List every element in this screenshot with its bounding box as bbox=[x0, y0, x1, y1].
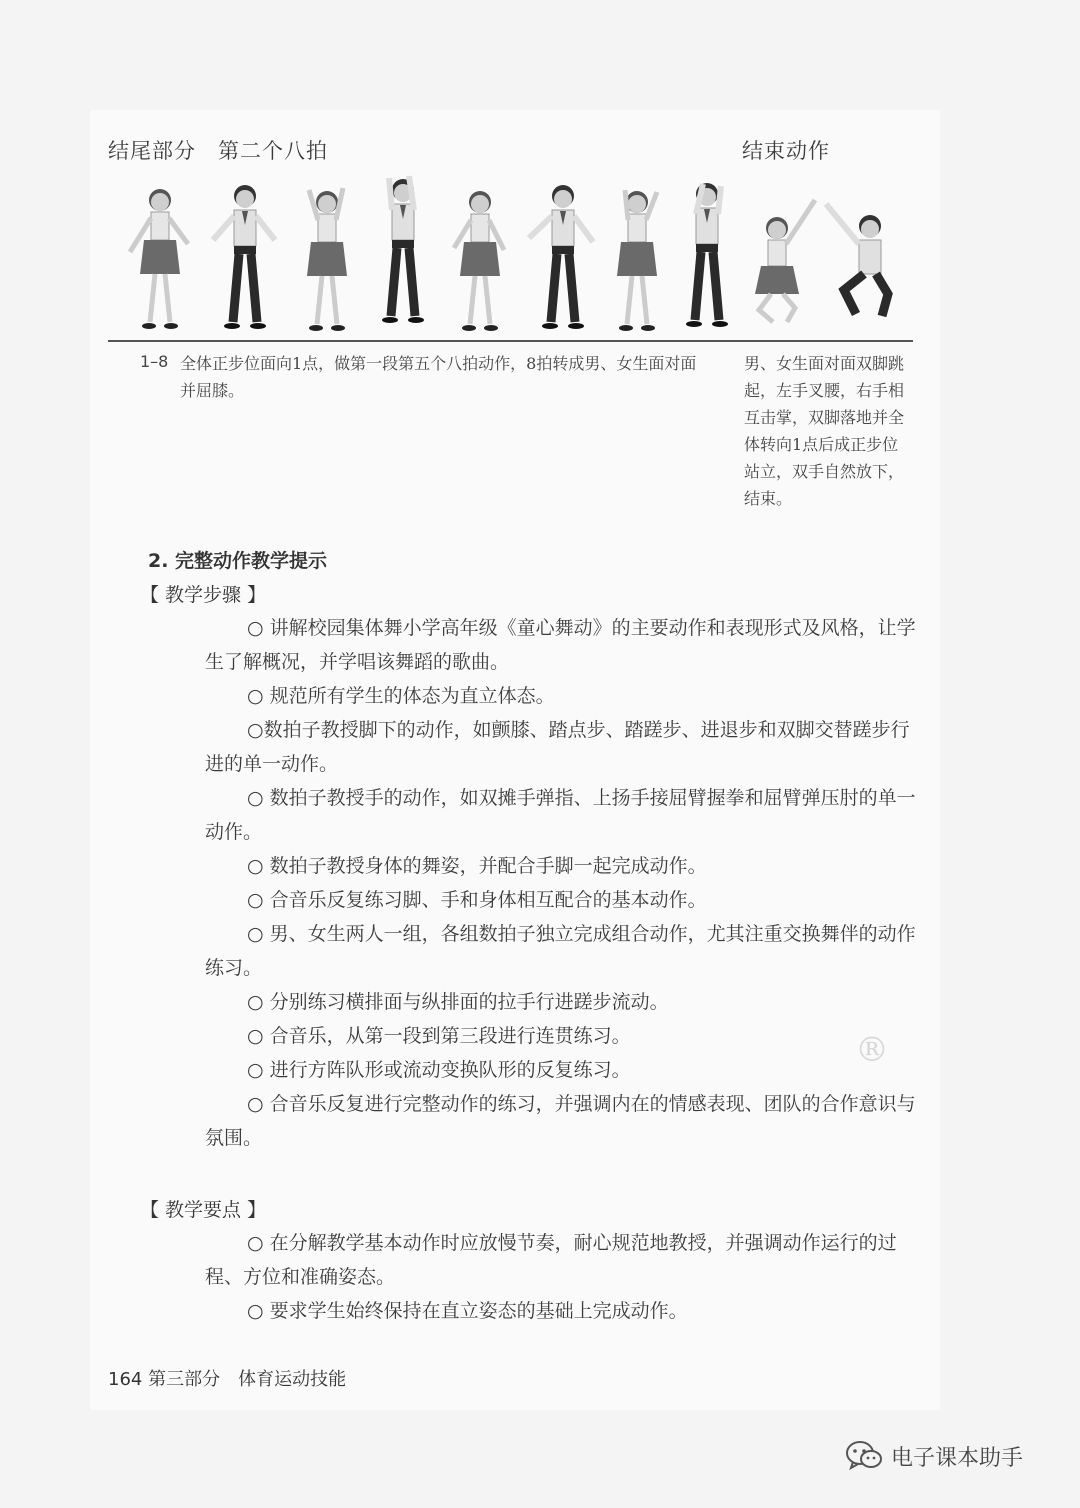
caption-divider bbox=[108, 340, 913, 342]
wechat-account-label: 电子课本助手 bbox=[891, 1445, 1024, 1471]
section-header-left: 结尾部分 第二个八拍 bbox=[108, 139, 328, 163]
wechat-icon bbox=[845, 1440, 883, 1472]
figure-girl-4 bbox=[617, 190, 657, 331]
figure-boy-1 bbox=[213, 185, 275, 329]
teaching-steps-heading: 【 教学步骤 】 bbox=[140, 584, 267, 606]
step-item: ○ 合音乐反复进行完整动作的练习，并强调内在的情感表现、团队的合作意识与氛围。 bbox=[205, 1093, 916, 1149]
step-item: ○ 规范所有学生的体态为直立体态。 bbox=[247, 685, 555, 707]
section-header-right: 结束动作 bbox=[742, 139, 830, 163]
step-item: ○数拍子教授脚下的动作，如颤膝、踏点步、踏蹉步、进退步和双脚交替蹉步行进的单一动作。 bbox=[205, 719, 910, 775]
figure-boy-3 bbox=[529, 185, 593, 329]
figure-girl-3 bbox=[454, 191, 504, 331]
figure-girl-1 bbox=[130, 189, 188, 329]
page-footer: 164 第三部分 体育运动技能 bbox=[108, 1369, 347, 1390]
caption-ending-text: 男、女生面对面双脚跳起，左手叉腰，右手相互击掌，双脚落地并全体转向1点后成正步位站立，双手自然放下，结束。 bbox=[744, 354, 905, 508]
registered-watermark: ® bbox=[855, 1030, 889, 1070]
figure-boy-jump bbox=[826, 204, 888, 316]
caption-beat-number: 1–8 bbox=[140, 352, 169, 371]
step-item: ○ 进行方阵队形或流动变换队形的反复练习。 bbox=[247, 1059, 631, 1081]
step-item: ○ 合音乐，从第一段到第三段进行连贯练习。 bbox=[247, 1025, 631, 1047]
figure-boy-2 bbox=[382, 176, 424, 323]
step-item: ○ 数拍子教授身体的舞姿，并配合手脚一起完成动作。 bbox=[247, 855, 707, 877]
teaching-steps-list bbox=[205, 611, 925, 1155]
figure-boy-4 bbox=[686, 183, 728, 327]
step-item: ○ 合音乐反复练习脚、手和身体相互配合的基本动作。 bbox=[247, 889, 707, 911]
step-item: ○ 数拍子教授手的动作，如双摊手弹指、上扬手接屈臂握拳和屈臂弹压肘的单一动作。 bbox=[205, 787, 916, 843]
caption-text: 全体正步位面向1点，做第一段第五个八拍动作，8拍转成男、女生面对面并屈膝。 bbox=[180, 354, 697, 400]
point-item: ○ 要求学生始终保持在直立姿态的基础上完成动作。 bbox=[247, 1300, 688, 1322]
wechat-badge bbox=[845, 1440, 1023, 1472]
section-title: 2. 完整动作教学提示 bbox=[148, 550, 328, 572]
step-item: ○ 分别练习横排面与纵排面的拉手行进蹉步流动。 bbox=[247, 991, 669, 1013]
point-item: ○ 在分解教学基本动作时应放慢节奏，耐心规范地教授，并强调动作运行的过程、方位和准确姿态。 bbox=[205, 1232, 897, 1288]
teaching-points-list bbox=[205, 1226, 925, 1328]
step-item: ○ 讲解校园集体舞小学高年级《童心舞动》的主要动作和表现形式及风格，让学生了解概况，并学唱该舞蹈的歌曲。 bbox=[205, 617, 916, 673]
step-item: ○ 男、女生两人一组，各组数拍子独立完成组合动作，尤其注重交换舞伴的动作练习。 bbox=[205, 923, 916, 979]
figure-girl-jump bbox=[755, 200, 815, 322]
teaching-points-heading: 【 教学要点 】 bbox=[140, 1199, 267, 1221]
dance-figures-illustration bbox=[105, 170, 915, 335]
figure-girl-2 bbox=[307, 188, 347, 331]
